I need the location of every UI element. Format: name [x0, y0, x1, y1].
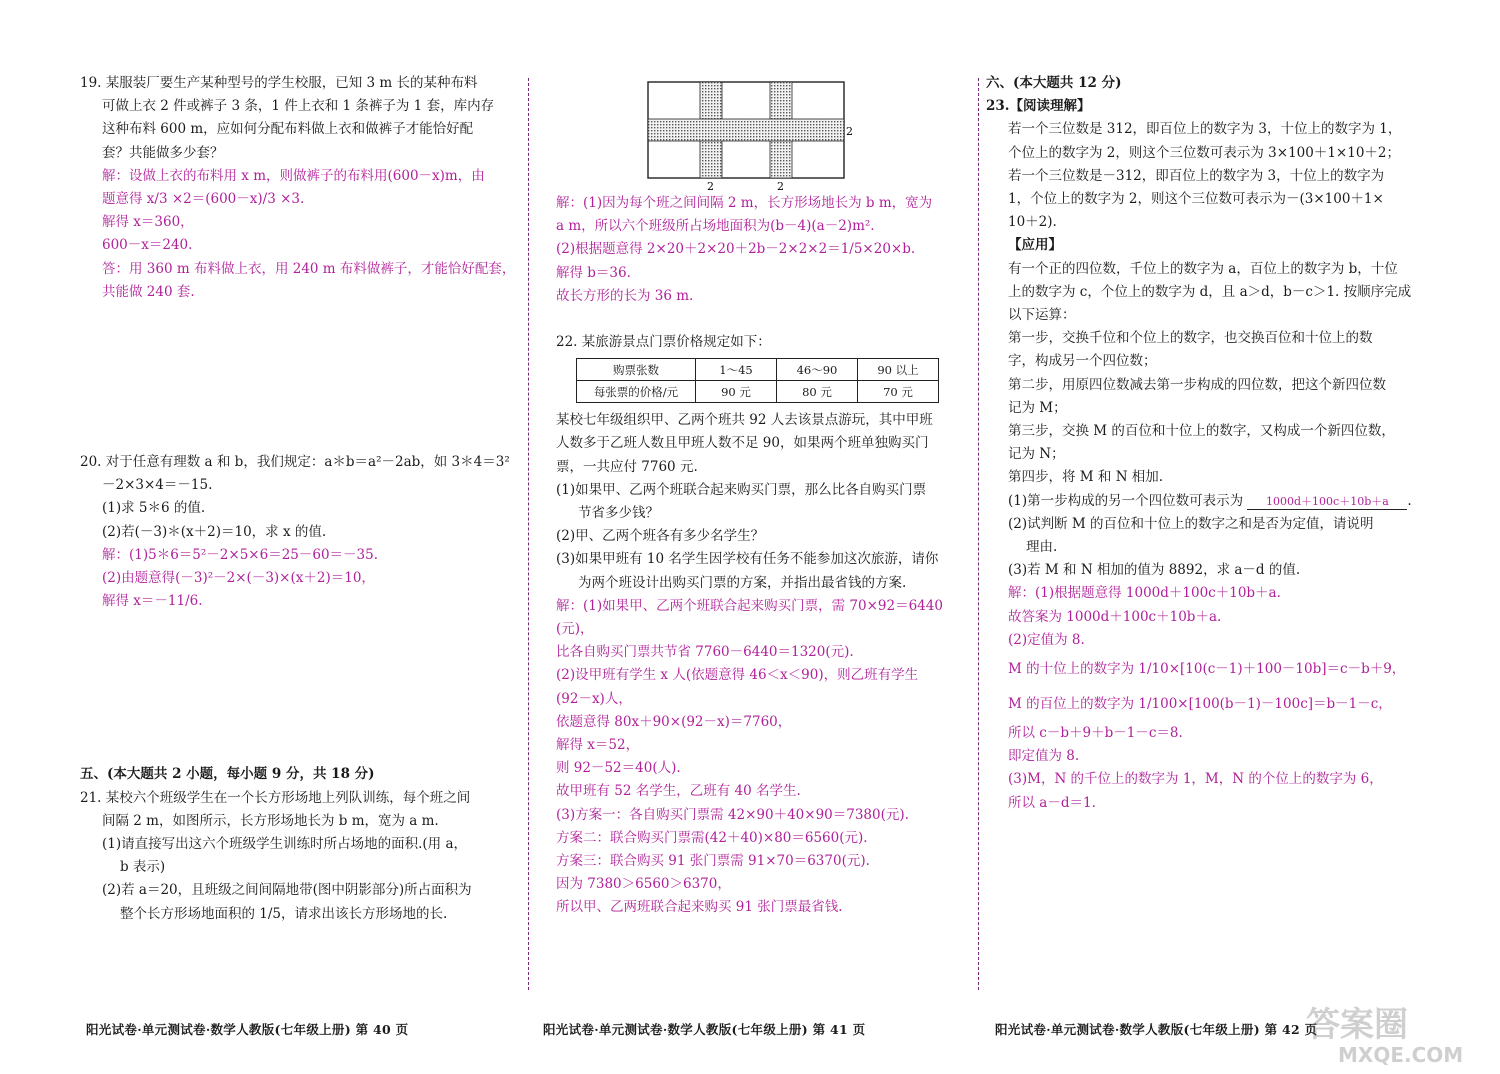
question-23-reading: [986, 118, 1426, 234]
table-row: [577, 359, 939, 381]
answer-19-line: 题意得 x/3 ×2＝(600－x)/3 ×3.: [102, 191, 305, 208]
question-23-line: 有一个正的四位数，千位上的数字为 a，百位上的数字为 b，十位: [1008, 260, 1398, 277]
question-22-intro: 22. 某旅游景点门票价格规定如下：: [556, 334, 771, 351]
question-21-line: (2)若 a＝20，且班级之间间隔地带(图中阴影部分)所占面积为: [102, 882, 472, 899]
question-23-part2-line: (2)试判断 M 的百位和十位上的数字之和是否为定值，请说明: [1008, 515, 1374, 532]
question-22-line: 节省多少钱？: [578, 505, 659, 522]
answer-21-line: 解得 b＝36.: [556, 264, 631, 281]
question-23-line: 第二步，用原四位数减去第一步构成的四位数，把这个新四位数: [1008, 376, 1386, 393]
answer-19: [80, 165, 516, 304]
answer-21-line: (2)根据题意得 2×20＋2×20＋2b－2×2×2＝1/5×20×b.: [556, 241, 916, 258]
question-23-line: 记为 M；: [1008, 399, 1067, 416]
question-22: [556, 409, 976, 595]
page-footer-42: 阳光试卷·单元测试卷·数学人教版(七年级上册) 第 42 页: [995, 1022, 1318, 1037]
answer-20: [80, 544, 512, 614]
question-23-line: 10＋2).: [1008, 214, 1057, 231]
question-21-line: (1)请直接写出这六个班级学生训练时所占场地的面积.(用 a，: [102, 836, 468, 853]
answer-20-line: (2)由题意得(－3)²－2×(－3)×(x＋2)＝10，: [102, 570, 375, 587]
question-23-line: 1，个位上的数字为 2，则这个三位数可表示为－(3×100＋1×: [1008, 191, 1384, 208]
answer-22-line: (3)方案一：各自购买门票需 42×90＋40×90＝7380(元).: [556, 806, 909, 823]
question-23-line: 第四步，将 M 和 N 相加.: [1008, 469, 1164, 486]
table-row: [577, 381, 939, 403]
answer-23-line: 故答案为 1000d＋100c＋10b＋a.: [1008, 608, 1222, 625]
answer-19-line: 600－x＝240.: [102, 237, 193, 254]
gap-strip-horizontal: [648, 119, 844, 141]
answer-19-line: 解：设做上衣的布料用 x m，则做裤子的布料用(600－x)m，由: [102, 167, 485, 184]
page-42-column: [986, 72, 1426, 815]
figure-label: 2: [777, 180, 784, 193]
question-22-line: 票，一共应付 7760 元.: [556, 458, 698, 475]
price-table-wrap: [576, 358, 976, 403]
answer-19-line: 共能做 240 套.: [102, 283, 195, 300]
answer-22-line: 依题意得 80x＋90×(92－x)＝7760，: [556, 713, 792, 730]
answer-23-line: 所以 c－b＋9＋b－1－c＝8.: [1008, 725, 1183, 742]
answer-22-line: 所以甲、乙两班联合起来购买 91 张门票最省钱.: [556, 899, 843, 916]
question-19-line: 可做上衣 2 件或裤子 3 条，1 件上衣和 1 条裤子为 1 套，库内存: [102, 98, 495, 115]
question-22-line: 为两个班设计出购买门票的方案，并指出最省钱的方案.: [578, 574, 907, 591]
question-22-line: 人数多于乙班人数且甲班人数不足 90，如果两个班单独购买门: [556, 435, 929, 452]
section-6-heading: 六、(本大题共 12 分): [986, 75, 1122, 91]
answer-22-line: 因为 7380＞6560＞6370，: [556, 876, 731, 893]
page-footer-40: 阳光试卷·单元测试卷·数学人教版(七年级上册) 第 40 页: [86, 1022, 409, 1037]
question-23-line: 记为 N；: [1008, 446, 1065, 463]
question-23-line: 若一个三位数是－312，即百位上的数字为 3，十位上的数字为: [1008, 167, 1385, 184]
watermark-text: 答案圈: [1306, 1005, 1408, 1045]
table-cell: 90 元: [696, 381, 777, 403]
answer-22-line: (2)设甲班有学生 x 人(依题意得 46＜x＜90)，则乙班有学生: [556, 667, 919, 684]
question-21: [80, 787, 512, 926]
apply-heading: 【应用】: [1008, 237, 1062, 254]
question-23-part1: (1)第一步构成的另一个四位数可表示为 1000d＋100c＋10b＋a .: [1008, 492, 1412, 509]
answer-23-line: 即定值为 8.: [1008, 748, 1080, 765]
question-23-line: 个位上的数字为 2，则这个三位数可表示为 3×100＋1×10＋2；: [1008, 144, 1401, 161]
question-23-line: 以下运算：: [1008, 307, 1076, 324]
question-19: [80, 72, 512, 165]
table-cell: 购票张数: [577, 359, 696, 381]
answer-22-line: 方案三：联合购买 91 张门票需 91×70＝6370(元).: [556, 853, 870, 870]
table-cell: 每张票的价格/元: [577, 381, 696, 403]
field-diagram: [642, 76, 852, 192]
question-22-line: (2)甲、乙两个班各有多少名学生？: [556, 528, 765, 545]
answer-22-line: 方案二：联合购买门票需(42＋40)×80＝6560(元).: [556, 829, 868, 846]
watermark-url: MXQE.COM: [1338, 1043, 1464, 1067]
table-cell: 70 元: [858, 381, 939, 403]
answer-22-line: (92－x)人，: [556, 690, 632, 707]
column-divider-left: [528, 78, 529, 990]
answer-19-line: 解得 x＝360，: [102, 214, 194, 231]
question-22-line: 某校七年级组织甲、乙两个班共 92 人去该景点游玩，其中甲班: [556, 412, 933, 429]
question-23-line: 第三步，交换 M 的百位和十位上的数字，又构成一个新四位数，: [1008, 423, 1395, 440]
question-19-line: 套？共能做多少套？: [102, 144, 224, 161]
question-21-line: 整个长方形场地面积的 1/5，请求出该长方形场地的长.: [120, 905, 448, 922]
question-19-line: 19. 某服装厂要生产某种型号的学生校服，已知 3 m 长的某种布料: [80, 75, 478, 91]
table-cell: 1～45: [696, 359, 777, 381]
question-22-line: (3)如果甲班有 10 名学生因学校有任务不能参加这次旅游，请你: [556, 551, 939, 568]
answer-21-line: a m，所以六个班级所占场地面积为(b－4)(a－2)m².: [556, 218, 875, 235]
column-divider-right: [978, 78, 979, 990]
fill-in-blank: 1000d＋100c＋10b＋a: [1247, 495, 1407, 510]
answer-22-line: 故甲班有 52 名学生，乙班有 40 名学生.: [556, 783, 801, 800]
field-figure: [642, 76, 976, 192]
question-20-line: 20. 对于任意有理数 a 和 b，我们规定：a＊b＝a²－2ab，如 3＊4＝3²: [80, 454, 510, 471]
answer-23-line: (3)M，N 的千位上的数字为 1，M，N 的个位上的数字为 6，: [1008, 771, 1383, 788]
question-23-heading: 23.【阅读理解】: [986, 98, 1091, 115]
answer-20-line: 解得 x＝－11/6.: [102, 593, 203, 610]
question-23-line: 若一个三位数是 312，即百位上的数字为 3，十位上的数字为 1，: [1008, 121, 1402, 138]
answer-23-line: M 的十位上的数字为 1/10×[10(c－1)＋100－10b]＝c－b＋9，: [1008, 661, 1406, 678]
question-23-line: 字，构成另一个四位数；: [1008, 353, 1157, 370]
watermark-logo: [1298, 998, 1486, 1068]
table-cell: 46～90: [777, 359, 858, 381]
question-21-line: b 表示): [120, 859, 166, 876]
answer-23-line: 所以 a－d＝1.: [1008, 794, 1096, 811]
question-21-line: 21. 某校六个班级学生在一个长方形场地上列队训练，每个班之间: [80, 789, 471, 806]
question-23-line: 第一步，交换千位和个位上的数字，也交换百位和十位上的数: [1008, 330, 1373, 347]
question-23-part3: (3)若 M 和 N 相加的值为 8892，求 a－d 的值.: [1008, 562, 1301, 579]
answer-22-line: 解得 x＝52，: [556, 737, 640, 754]
answer-20-line: 解：(1)5＊6＝5²－2×5×6＝25－60＝－35.: [102, 546, 379, 563]
question-20-line: －2×3×4＝－15.: [102, 477, 213, 494]
question-23-line: 上的数字为 c，个位上的数字为 d，且 a＞d，b－c＞1. 按顺序完成: [1008, 283, 1412, 300]
ticket-price-table: [576, 358, 939, 403]
table-cell: 90 以上: [858, 359, 939, 381]
question-19-line: 这种布料 600 m，应如何分配布料做上衣和做裤子才能恰好配: [102, 121, 474, 138]
answer-21: [556, 192, 976, 308]
answer-23-line: (2)定值为 8.: [1008, 631, 1085, 648]
question-23-apply: [986, 258, 1426, 490]
figure-label: 2: [846, 125, 853, 138]
section-5-heading: 五、(本大题共 2 小题，每小题 9 分，共 18 分): [80, 766, 375, 783]
question-23-part1-text: (1)第一步构成的另一个四位数可表示为: [1008, 492, 1244, 509]
answer-22-line: 则 92－52＝40(人).: [556, 760, 681, 777]
answer-23-line: M 的百位上的数字为 1/100×[100(b－1)－100c]＝b－1－c，: [1008, 696, 1392, 713]
page-41-column: [556, 72, 976, 920]
page-footer-41: 阳光试卷·单元测试卷·数学人教版(七年级上册) 第 41 页: [543, 1022, 866, 1037]
question-21-line: 间隔 2 m，如图所示，长方形场地长为 b m，宽为 a m.: [102, 812, 439, 829]
answer-19-line: 答：用 360 m 布料做上衣，用 240 m 布料做裤子，才能恰好配套，: [102, 260, 516, 277]
page-40-column: [80, 72, 516, 926]
question-20: [80, 451, 512, 544]
table-cell: 80 元: [777, 381, 858, 403]
answer-22: [556, 595, 976, 920]
question-22-line: (1)如果甲、乙两个班联合起来购买门票，那么比各自购买门票: [556, 481, 927, 498]
answer-22-line: 比各自购买门票共节省 7760－6440＝1320(元).: [556, 644, 854, 661]
answer-22-line: (元)，: [556, 621, 594, 638]
question-23-part2-line: 理由.: [1026, 539, 1058, 556]
figure-label: 2: [707, 180, 714, 193]
answer-21-line: 解：(1)因为每个班之间间隔 2 m，长方形场地长为 b m，宽为: [556, 195, 933, 211]
answer-23: [986, 582, 1426, 814]
answer-22-line: 解：(1)如果甲、乙两个班联合起来购买门票，需 70×92＝6440: [556, 597, 943, 614]
answer-23-line: 解：(1)根据题意得 1000d＋100c＋10b＋a.: [1008, 585, 1281, 602]
answer-21-line: 故长方形的长为 36 m.: [556, 287, 694, 304]
question-20-line: (1)求 5＊6 的值.: [102, 500, 206, 517]
question-20-line: (2)若(－3)＊(x＋2)＝10，求 x 的值.: [102, 523, 327, 540]
